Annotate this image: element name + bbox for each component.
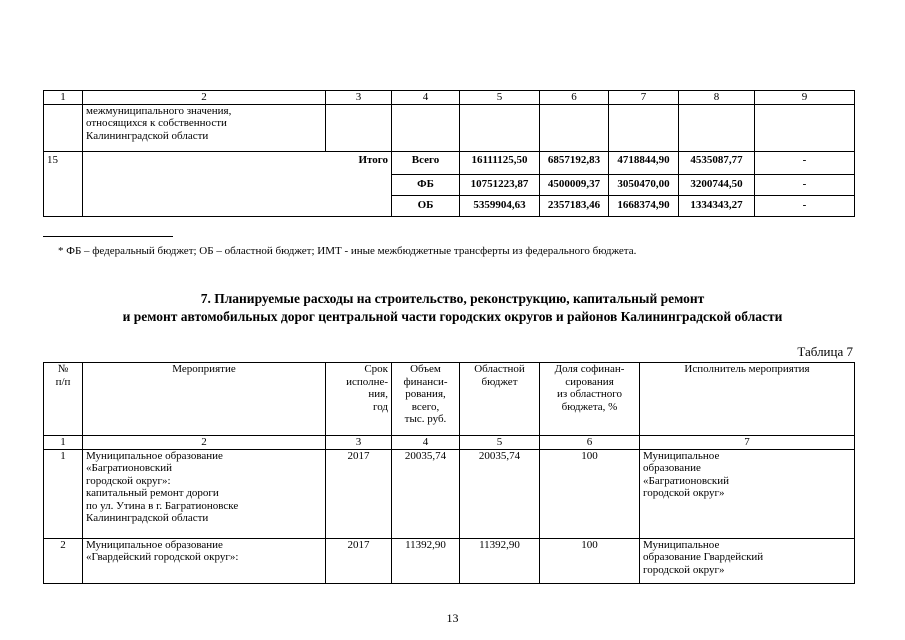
share-cell: 100 (540, 449, 640, 538)
budget-type: Всего (392, 151, 460, 174)
header-num: № п/п (44, 363, 83, 436)
col-num: 2 (83, 436, 326, 450)
col-num: 3 (326, 436, 392, 450)
table-7 (43, 362, 855, 584)
value-cell: 6857192,83 (540, 151, 609, 174)
header-volume: Объем финанси- рования, всего, тыс. руб. (392, 363, 460, 436)
volume-cell: 20035,74 (392, 449, 460, 538)
table-label: Таблица 7 (797, 344, 853, 359)
regional-cell: 20035,74 (460, 449, 540, 538)
value-cell: - (755, 151, 855, 174)
header-executor: Исполнитель мероприятия (640, 363, 855, 436)
col-num: 2 (83, 91, 326, 105)
continuation-row (44, 104, 855, 151)
value-cell: 2357183,46 (540, 195, 609, 216)
year-cell: 2017 (326, 449, 392, 538)
value-cell: 4535087,77 (679, 151, 755, 174)
col-num: 5 (460, 436, 540, 450)
col-num: 6 (540, 436, 640, 450)
value-cell: - (755, 174, 855, 195)
value-cell: 16111125,50 (460, 151, 540, 174)
share-cell: 100 (540, 538, 640, 583)
executor-cell: Муниципальное образование Гвардейский городской округ» (640, 538, 855, 583)
header-regional-budget: Областной бюджет (460, 363, 540, 436)
row-number: 2 (44, 538, 83, 583)
budget-type: ОБ (392, 195, 460, 216)
event-cell: Муниципальное образование «Гвардейский городской округ»: (83, 538, 326, 583)
col-num: 4 (392, 91, 460, 105)
row-number: 1 (44, 449, 83, 538)
footnote: * ФБ – федеральный бюджет; ОБ – областной бюджет; ИМТ - иные межбюджетные трансферты из федерального бюджета. (58, 245, 637, 257)
section-heading: 7. Планируемые расходы на строительство, реконструкцию, капитальный ремонт и ремонт автомобильных дорог центральной части городских округов и районов Калининградской области (122, 291, 783, 324)
header-term: Срок исполне- ния, год (326, 363, 392, 436)
value-cell: 3200744,50 (679, 174, 755, 195)
year-cell: 2017 (326, 538, 392, 583)
col-num: 7 (640, 436, 855, 450)
header-event: Мероприятие (83, 363, 326, 436)
value-cell: 10751223,87 (460, 174, 540, 195)
value-cell: 1668374,90 (609, 195, 679, 216)
total-row-all (44, 151, 855, 174)
table7-header-row (44, 363, 855, 436)
table-row (44, 538, 855, 583)
col-num: 8 (679, 91, 755, 105)
volume-cell: 11392,90 (392, 538, 460, 583)
value-cell: - (755, 195, 855, 216)
page-number: 13 (446, 611, 459, 625)
continuation-text: межмуниципального значения, относящихся к собственности Калининградской области (83, 104, 326, 151)
value-cell: 4718844,90 (609, 151, 679, 174)
col-num: 4 (392, 436, 460, 450)
value-cell: 3050470,00 (609, 174, 679, 195)
executor-cell: Муниципальное образование «Багратионовский городской округ» (640, 449, 855, 538)
value-cell: 1334343,27 (679, 195, 755, 216)
col-num: 3 (326, 91, 392, 105)
table-row (44, 449, 855, 538)
row-number: 15 (44, 151, 83, 216)
value-cell: 5359904,63 (460, 195, 540, 216)
event-cell: Муниципальное образование «Багратионовский городской округ»: капитальный ремонт дороги по ул. Утина в г. Багратионовске Калининградской области (83, 449, 326, 538)
footnote-divider (43, 236, 173, 237)
regional-cell: 11392,90 (460, 538, 540, 583)
total-label: Итого (83, 151, 392, 216)
col-num: 1 (44, 436, 83, 450)
header-share: Доля софинан- сирования из областного бюджета, % (540, 363, 640, 436)
budget-type: ФБ (392, 174, 460, 195)
table7-column-number-row (44, 436, 855, 450)
value-cell: 4500009,37 (540, 174, 609, 195)
col-num: 7 (609, 91, 679, 105)
col-num: 9 (755, 91, 855, 105)
budget-table-continued (43, 90, 855, 217)
col-num: 5 (460, 91, 540, 105)
col-num: 1 (44, 91, 83, 105)
col-num: 6 (540, 91, 609, 105)
column-number-row (44, 91, 855, 105)
